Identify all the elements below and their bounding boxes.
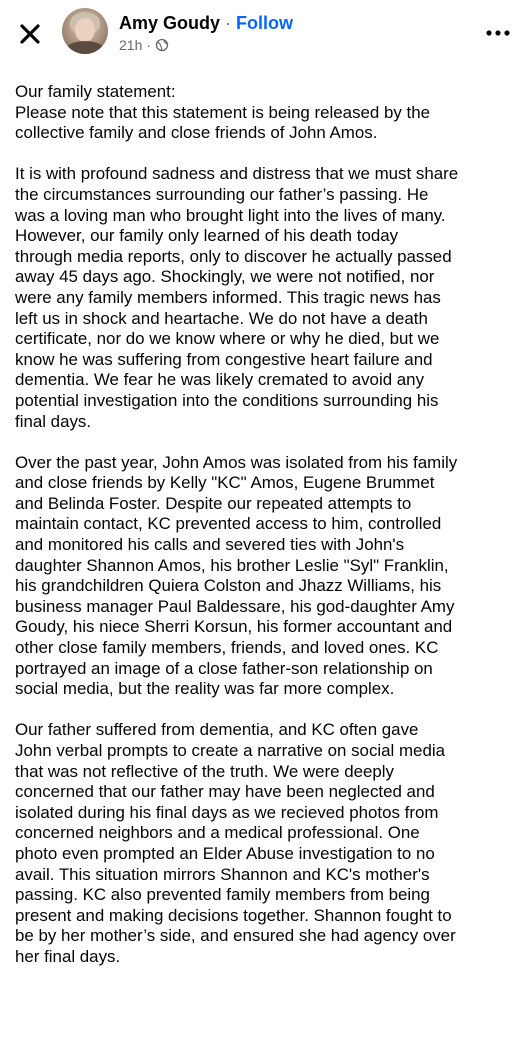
post-meta [119,36,169,54]
post-text [15,82,520,968]
avatar-shoulders [65,41,105,54]
post-time[interactable]: 21h [119,37,143,53]
avatar-face [75,18,95,42]
close-button[interactable] [18,22,42,46]
close-icon [18,22,42,46]
meta-separator: · [146,37,152,53]
post-header [0,0,529,66]
author-name[interactable]: Amy Goudy [119,13,221,33]
globe-icon[interactable] [155,38,169,52]
avatar[interactable] [62,8,108,54]
post-paragraph: It is with profound sadness and distress that we must share the circumstances surrounding our father’s passing. He was a loving man who brought light into the lives of many. However, our family only learned of his death today through media reports, only to discover he actually passed away 45 days ago. Shockingly, we were not notified, nor were any family members informed. This tragic news has left us in shock and heartache. We do not have a death certificate, nor do we know where or why he died, but we know he was suffering from congestive heart failure and dementia. We fear he was likely cremated to avoid any potential investigation into the conditions surrounding his final days. [15,164,459,431]
post-paragraph: Over the past year, John Amos was isolated from his family and close friends by Kelly "KC" Amos, Eugene Brummet and Belinda Foster. Despite our repeated attempts to maintain contact, KC prevented access to him, controlled and monitored his calls and severed ties with John's daughter Shannon Amos, his brother Leslie "Syl" Franklin, his grandchildren Quiera Colston and Jhazz Williams, his business manager Paul Baldessare, his god-daughter Amy Goudy, his niece Sherri Korsun, his former accountant and other close family members, friends, and loved ones. KC portrayed an image of a close father-son relationship on social media, but the reality was far more complex. [15,452,458,699]
post-paragraph: Our father suffered from dementia, and KC often gave John verbal prompts to create a narrative on social media that was not reflective of the truth. We were deeply concerned that our father may have been neglected and isolated during his final days as we recieved photos from concerned neighbors and a medical professional. One photo even prompted an Elder Abuse investigation to no avail. This situation mirrors Shannon and KC's mother's passing. KC also prevented family members from being present and making decisions together. Shannon fought to be by her mother’s side, and ensured she had agency over her final days. [15,720,456,966]
more-options-icon [485,27,511,39]
more-options-button[interactable] [485,26,511,38]
follow-button[interactable]: Follow [236,13,294,33]
author-row [119,12,293,34]
post-paragraph: Our family statement: Please note that this statement is being released by the collective family and close friends of John Amos. [15,82,431,143]
name-separator: · [220,13,237,33]
